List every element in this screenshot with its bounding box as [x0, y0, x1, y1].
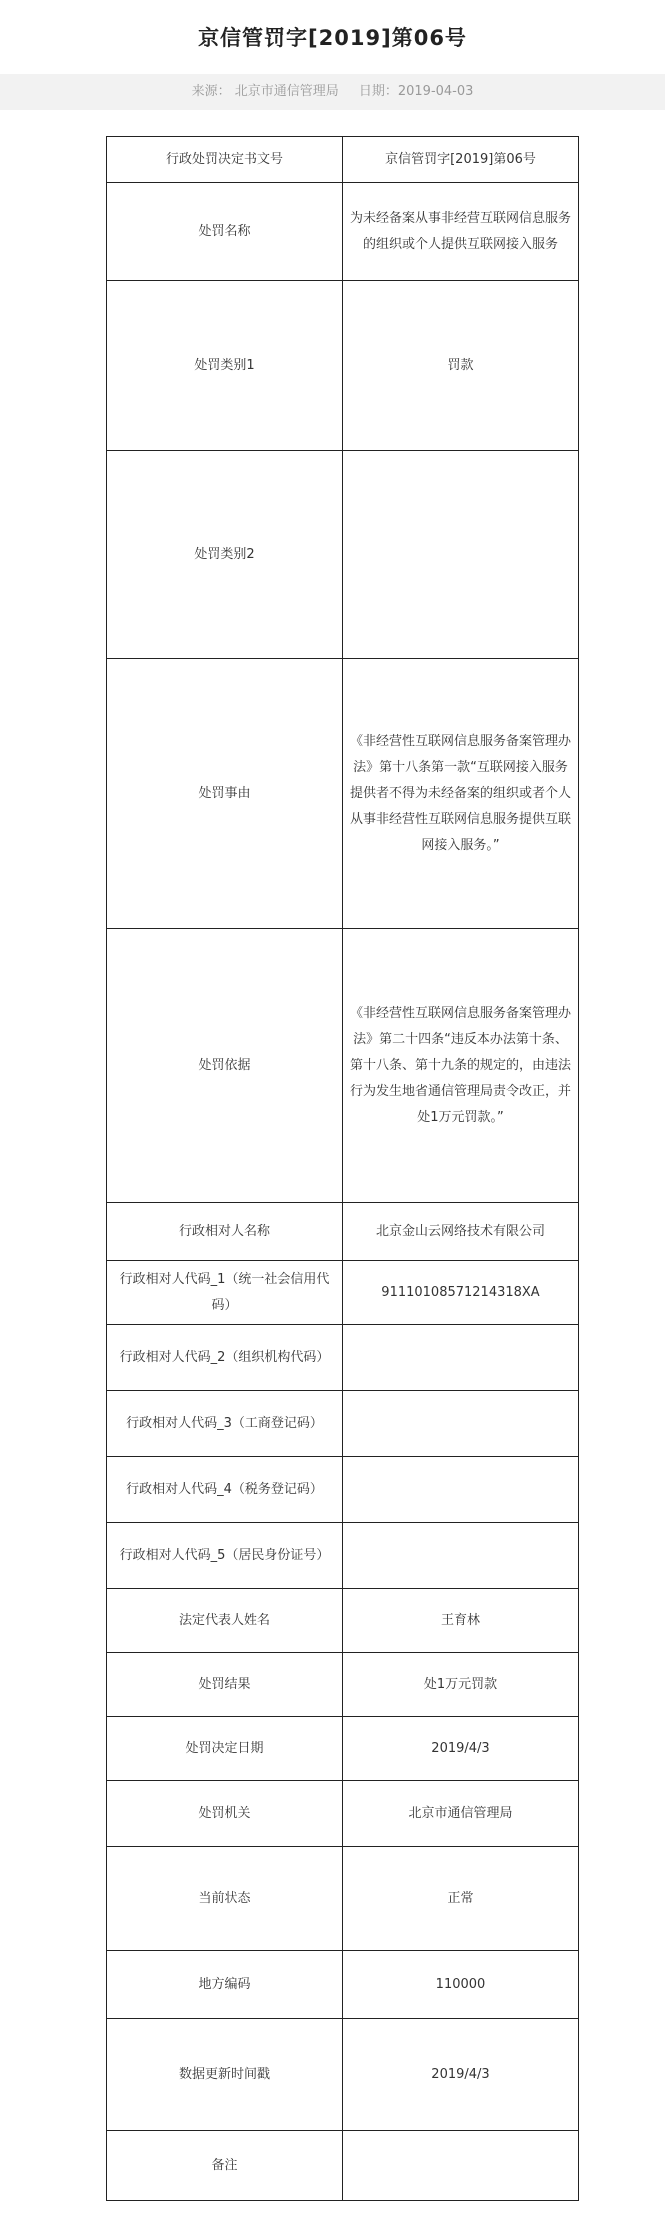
source-text: 来源： 北京市通信管理局 [191, 84, 339, 99]
row-value: 110000 [343, 1951, 579, 2019]
row-value: 91110108571214318XA [343, 1261, 579, 1325]
table-row [107, 2131, 579, 2201]
row-label: 处罚机关 [107, 1781, 343, 1847]
row-value: 北京金山云网络技术有限公司 [343, 1203, 579, 1261]
row-value [343, 1523, 579, 1589]
date-text: 日期：2019-04-03 [358, 84, 474, 99]
penalty-info-table [106, 136, 579, 2201]
row-value: 正常 [343, 1847, 579, 1951]
row-value: 《非经营性互联网信息服务备案管理办法》第十八条第一款“互联网接入服务提供者不得为未经备案的组织或者个人从事非经营性互联网信息服务提供互联网接入服务。” [343, 659, 579, 929]
row-value: 处1万元罚款 [343, 1653, 579, 1717]
table-row [107, 1203, 579, 1261]
row-label: 行政相对人代码_5（居民身份证号） [107, 1523, 343, 1589]
row-value: 《非经营性互联网信息服务备案管理办法》第二十四条“违反本办法第十条、第十八条、第十九条的规定的，由违法行为发生地省通信管理局责令改正，并处1万元罚款。” [343, 929, 579, 1203]
table-row [107, 1951, 579, 2019]
row-value: 为未经备案从事非经营互联网信息服务的组织或个人提供互联网接入服务 [343, 183, 579, 281]
table-row [107, 137, 579, 183]
row-value: 王育林 [343, 1589, 579, 1653]
row-label: 处罚类别2 [107, 451, 343, 659]
row-label: 行政相对人名称 [107, 1203, 343, 1261]
table-row [107, 1457, 579, 1523]
row-value [343, 1325, 579, 1391]
row-value [343, 451, 579, 659]
table-row [107, 2019, 579, 2131]
meta-bar [0, 74, 665, 110]
row-label: 处罚事由 [107, 659, 343, 929]
row-label: 地方编码 [107, 1951, 343, 2019]
table-row [107, 451, 579, 659]
row-label: 行政相对人代码_2（组织机构代码） [107, 1325, 343, 1391]
row-label: 行政相对人代码_1（统一社会信用代码） [107, 1261, 343, 1325]
row-label: 行政相对人代码_3（工商登记码） [107, 1391, 343, 1457]
row-value [343, 2131, 579, 2201]
table-row [107, 1391, 579, 1457]
row-value: 京信管罚字[2019]第06号 [343, 137, 579, 183]
table-row [107, 1325, 579, 1391]
table-row [107, 281, 579, 451]
row-label: 行政处罚决定书文号 [107, 137, 343, 183]
table-row [107, 1589, 579, 1653]
row-value: 罚款 [343, 281, 579, 451]
table-row [107, 929, 579, 1203]
row-value [343, 1457, 579, 1523]
table-row [107, 659, 579, 929]
table-row [107, 183, 579, 281]
row-label: 法定代表人姓名 [107, 1589, 343, 1653]
row-label: 备注 [107, 2131, 343, 2201]
row-label: 处罚结果 [107, 1653, 343, 1717]
row-label: 处罚类别1 [107, 281, 343, 451]
row-label: 数据更新时间戳 [107, 2019, 343, 2131]
row-label: 行政相对人代码_4（税务登记码） [107, 1457, 343, 1523]
row-label: 处罚名称 [107, 183, 343, 281]
table-row [107, 1847, 579, 1951]
page-title: 京信管罚字[2019]第06号 [198, 26, 467, 50]
row-value: 北京市通信管理局 [343, 1781, 579, 1847]
row-value [343, 1391, 579, 1457]
row-label: 处罚决定日期 [107, 1717, 343, 1781]
table-row [107, 1781, 579, 1847]
table-row [107, 1261, 579, 1325]
table-row [107, 1717, 579, 1781]
row-label: 当前状态 [107, 1847, 343, 1951]
row-label: 处罚依据 [107, 929, 343, 1203]
table-row [107, 1653, 579, 1717]
row-value: 2019/4/3 [343, 1717, 579, 1781]
table-row [107, 1523, 579, 1589]
row-value: 2019/4/3 [343, 2019, 579, 2131]
